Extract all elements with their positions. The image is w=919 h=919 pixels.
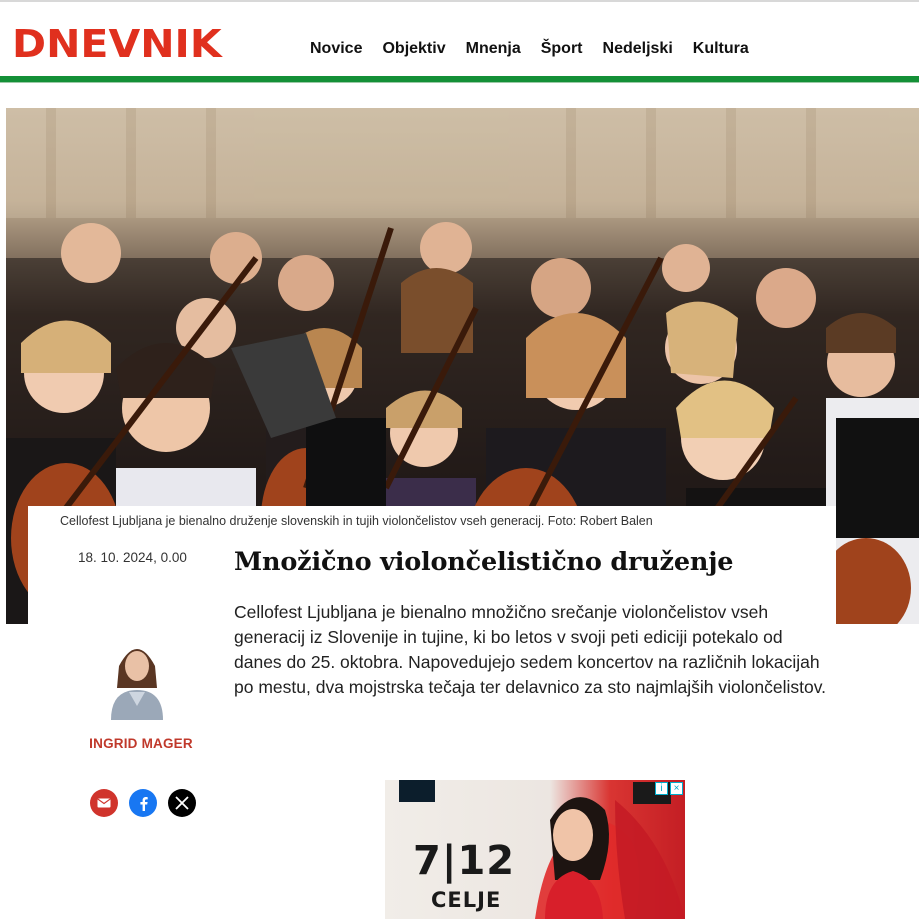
facebook-icon [136, 795, 150, 811]
site-logo[interactable]: DNEVNIK [12, 22, 222, 66]
advertisement-banner[interactable] [385, 780, 685, 919]
mail-icon [97, 798, 111, 808]
site-header [0, 2, 919, 76]
nav-item-kultura[interactable]: Kultura [692, 40, 749, 57]
nav-item-mnenja[interactable]: Mnenja [465, 40, 521, 57]
main-nav [300, 39, 759, 59]
nav-item-sport[interactable]: Šport [540, 40, 583, 57]
article-headline: Množično violončelistično druženje [234, 547, 734, 577]
nav-item-novice[interactable]: Novice [310, 40, 363, 57]
author-avatar[interactable] [107, 636, 167, 720]
share-buttons [90, 789, 196, 817]
header-green-bar-shadow [0, 82, 919, 83]
share-mail-button[interactable] [90, 789, 118, 817]
nav-item-objektiv[interactable]: Objektiv [382, 40, 446, 57]
ad-event-city: CELJE [431, 888, 502, 912]
author-name[interactable]: INGRID MAGER [89, 736, 193, 751]
x-icon [175, 796, 189, 810]
ad-info-icon[interactable]: i [655, 782, 668, 795]
share-x-button[interactable] [168, 789, 196, 817]
ad-close-icon[interactable]: × [670, 782, 683, 795]
photo-caption: Cellofest Ljubljana je bienalno druženje slovenskih in tujih violončelistov vseh generacij. Foto: Robert Balen [60, 514, 653, 528]
article-lead: Cellofest Ljubljana je bienalno množično srečanje violončelistov vseh generacij iz Slovenije in tujine, ki bo letos v svoji peti ediciji potekalo od danes do 25. oktobra. Napovedujejo sedem koncertov na različnih lokacijah po mestu, dva mojstrska tečaja ter delavnico za sto najmlajših violončelistov. [234, 602, 827, 697]
publish-date: 18. 10. 2024, 0.00 [78, 550, 187, 565]
share-facebook-button[interactable] [129, 789, 157, 817]
ad-event-date: 7|12 [413, 838, 516, 884]
nav-item-nedeljski[interactable]: Nedeljski [602, 40, 673, 57]
